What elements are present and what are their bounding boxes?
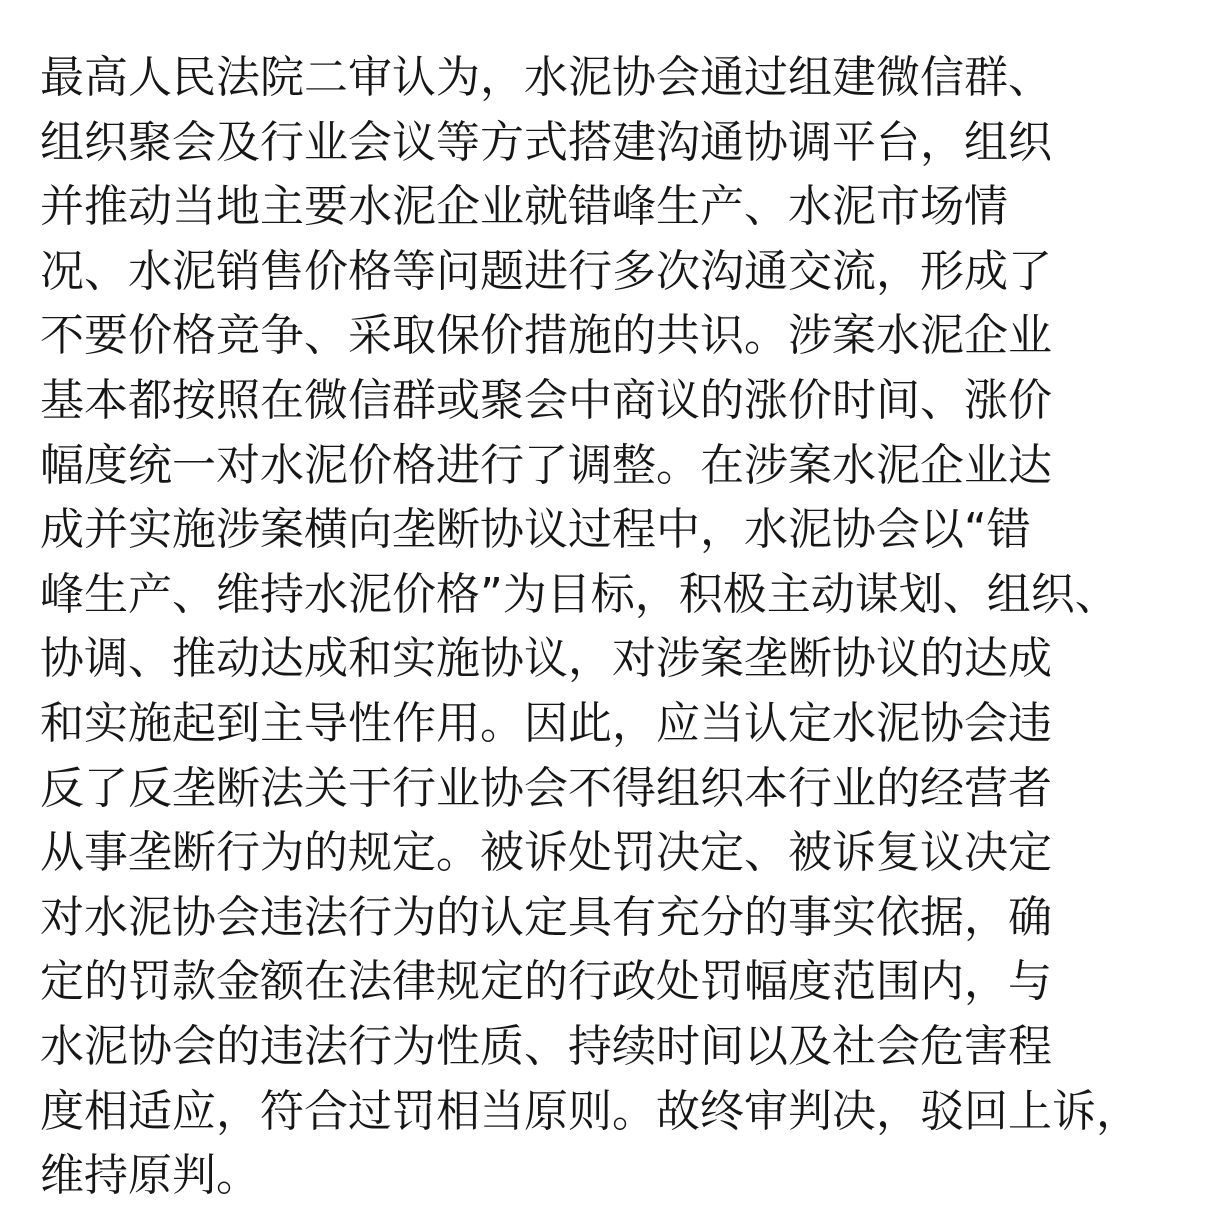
paragraph-line-2: 组织聚会及行业会议等方式搭建沟通协调平台，组织	[40, 116, 1052, 168]
paragraph-line-16: 水泥协会的违法行为性质、持续时间以及社会危害程	[40, 1020, 1052, 1072]
paragraph-line-8: 成并实施涉案横向垄断协议过程中，水泥协会以“错	[40, 504, 1031, 556]
paragraph-line-17: 度相适应，符合过罚相当原则。故终审判决，驳回上诉，	[40, 1085, 1140, 1137]
paragraph-line-3: 并推动当地主要水泥企业就错峰生产、水泥市场情	[40, 181, 1008, 233]
paragraph-line-14: 对水泥协会违法行为的认定具有充分的事实依据，确	[40, 891, 1052, 943]
paragraph-line-4: 况、水泥销售价格等问题进行多次沟通交流，形成了	[40, 245, 1052, 297]
paragraph-line-11: 和实施起到主导性作用。因此，应当认定水泥协会违	[40, 697, 1052, 749]
paragraph-line-10: 协调、推动达成和实施协议，对涉案垄断协议的达成	[40, 633, 1052, 685]
paragraph-line-7: 幅度统一对水泥价格进行了调整。在涉案水泥企业达	[40, 439, 1052, 491]
paragraph-line-6: 基本都按照在微信群或聚会中商议的涨价时间、涨价	[40, 374, 1052, 426]
paragraph-line-12: 反了反垄断法关于行业协会不得组织本行业的经营者	[40, 762, 1052, 814]
paragraph-line-1: 最高人民法院二审认为，水泥协会通过组建微信群、	[40, 52, 1052, 103]
paragraph-line-5: 不要价格竞争、采取保价措施的共识。涉案水泥企业	[40, 310, 1052, 362]
paragraph-line-13: 从事垄断行为的规定。被诉处罚决定、被诉复议决定	[40, 827, 1052, 879]
judgment-paragraph	[40, 46, 1190, 1209]
paragraph-line-18: 维持原判。	[40, 1150, 260, 1202]
paragraph-line-9: 峰生产、维持水泥价格”为目标，积极主动谋划、组织、	[40, 568, 1119, 620]
paragraph-line-15: 定的罚款金额在法律规定的行政处罚幅度范围内，与	[40, 956, 1052, 1008]
